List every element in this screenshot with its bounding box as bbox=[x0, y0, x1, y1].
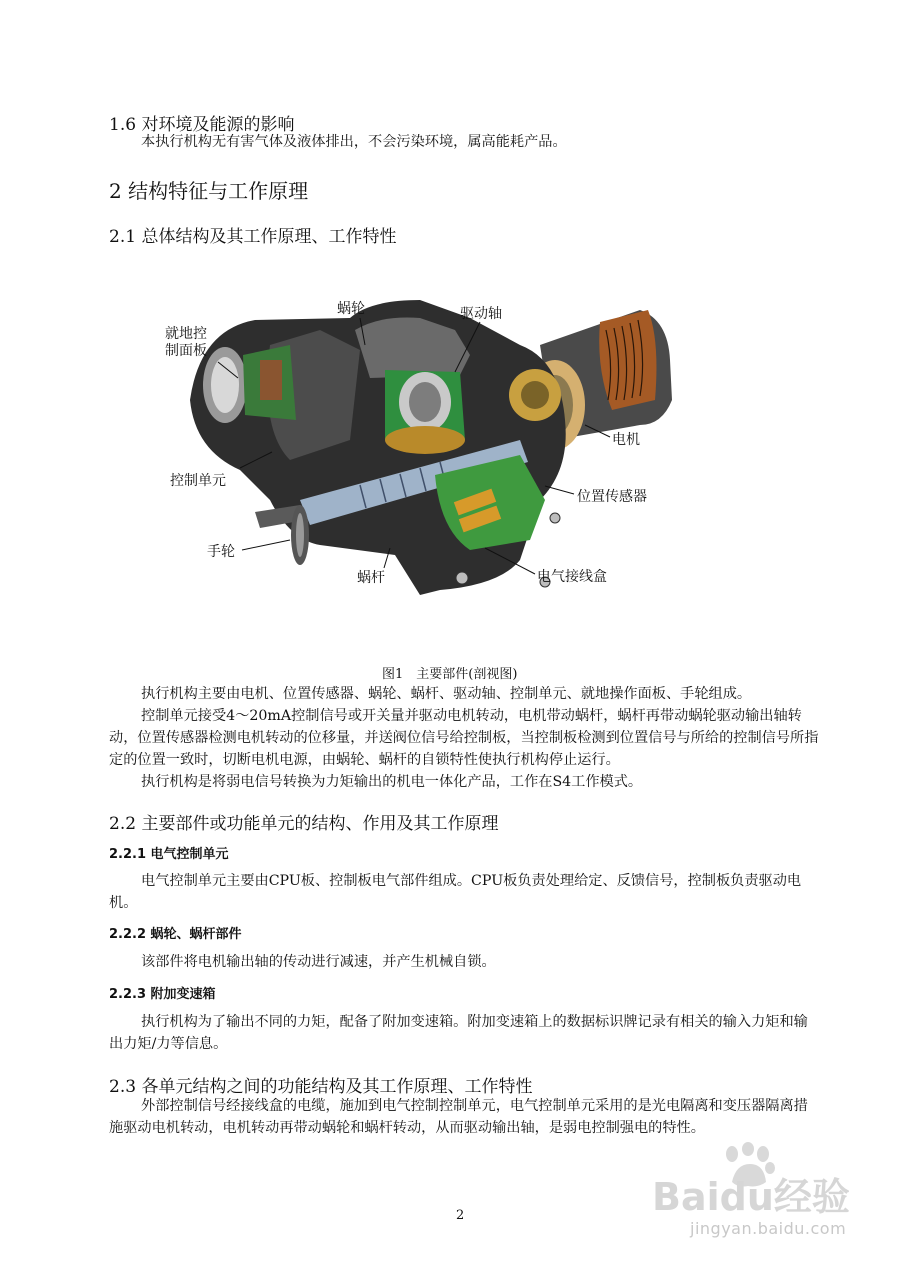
section-2-1-para-1: 执行机构主要由电机、位置传感器、蜗轮、蜗杆、驱动轴、控制单元、就地操作面板、手轮组成。 bbox=[141, 686, 752, 702]
actuator-cutaway-figure bbox=[150, 290, 710, 620]
figure-caption: 图1 主要部件(剖视图) bbox=[382, 667, 518, 682]
section-2-2-3-text: 执行机构为了输出不同的力矩，配备了附加变速箱。附加变速箱上的数据标识牌记录有相关的输入力矩和输出力矩/力等信息。 bbox=[109, 1014, 808, 1052]
section-1-6-text: 本执行机构无有害气体及液体排出，不会污染环境，属高能耗产品。 bbox=[141, 134, 567, 150]
label-drive-shaft: 驱动轴 bbox=[460, 306, 502, 322]
section-2-2-title: 2.2 主要部件或功能单元的结构、作用及其工作原理 bbox=[109, 814, 499, 834]
section-2-1-para-3: 执行机构是将弱电信号转换为力矩输出的机电一体化产品，工作在S4工作模式。 bbox=[141, 774, 643, 790]
section-2-1-para-2: 控制单元接受4～20mA控制信号或开关量并驱动电机转动，电机带动蜗杆，蜗杆再带动蜗轮驱动输出轴转动，位置传感器检测电机转动的位移量，并送阀位信号给控制板，当控制板检测到位置信号与所给的控制信号所指定的位置一致时，切断电机电源，由蜗轮、蜗杆的自锁特性使执行机构停止运行。 bbox=[109, 708, 819, 768]
section-1-6-title: 1.6 对环境及能源的影响 bbox=[109, 115, 295, 135]
watermark-url: jingyan.baidu.com bbox=[690, 1219, 847, 1238]
section-2-title: 2 结构特征与工作原理 bbox=[109, 179, 309, 203]
section-2-2-1-title: 2.2.1 电气控制单元 bbox=[109, 847, 229, 862]
local-panel-illustration bbox=[203, 345, 296, 423]
section-2-3-text: 外部控制信号经接线盒的电缆，施加到电气控制控制单元，电气控制单元采用的是光电隔离和变压器隔离措施驱动电机转动，电机转动再带动蜗轮和蜗杆转动，从而驱动输出轴，是弱电控制强电的特性。 bbox=[109, 1098, 808, 1136]
label-position-sensor: 位置传感器 bbox=[577, 489, 647, 505]
label-handwheel: 手轮 bbox=[207, 544, 235, 560]
label-local-panel-line2: 制面板 bbox=[165, 343, 207, 359]
section-2-2-2-title: 2.2.2 蜗轮、蜗杆部件 bbox=[109, 927, 242, 942]
label-junction-box: 电气接线盒 bbox=[537, 569, 607, 585]
section-2-1-title: 2.1 总体结构及其工作原理、工作特性 bbox=[109, 227, 397, 247]
handwheel-illustration bbox=[255, 505, 309, 565]
worm-wheel-illustration bbox=[385, 370, 465, 454]
section-2-2-1-text: 电气控制单元主要由CPU板、控制板电气部件组成。CPU板负责处理给定、反馈信号，控制板负责驱动电机。 bbox=[109, 873, 802, 911]
watermark-brand: Baidu经验 bbox=[652, 1175, 850, 1219]
label-motor: 电机 bbox=[612, 432, 640, 448]
section-2-2-2-text: 该部件将电机输出轴的传动进行减速，并产生机械自锁。 bbox=[141, 954, 496, 970]
label-local-panel-line1: 就地控 bbox=[165, 326, 207, 342]
section-2-3-title: 2.3 各单元结构之间的功能结构及其工作原理、工作特性 bbox=[109, 1077, 533, 1097]
section-2-2-3-title: 2.2.3 附加变速箱 bbox=[109, 987, 216, 1002]
label-worm: 蜗杆 bbox=[357, 570, 385, 586]
label-worm-wheel: 蜗轮 bbox=[337, 301, 365, 317]
label-control-unit: 控制单元 bbox=[170, 473, 226, 489]
page-number: 2 bbox=[456, 1208, 465, 1223]
